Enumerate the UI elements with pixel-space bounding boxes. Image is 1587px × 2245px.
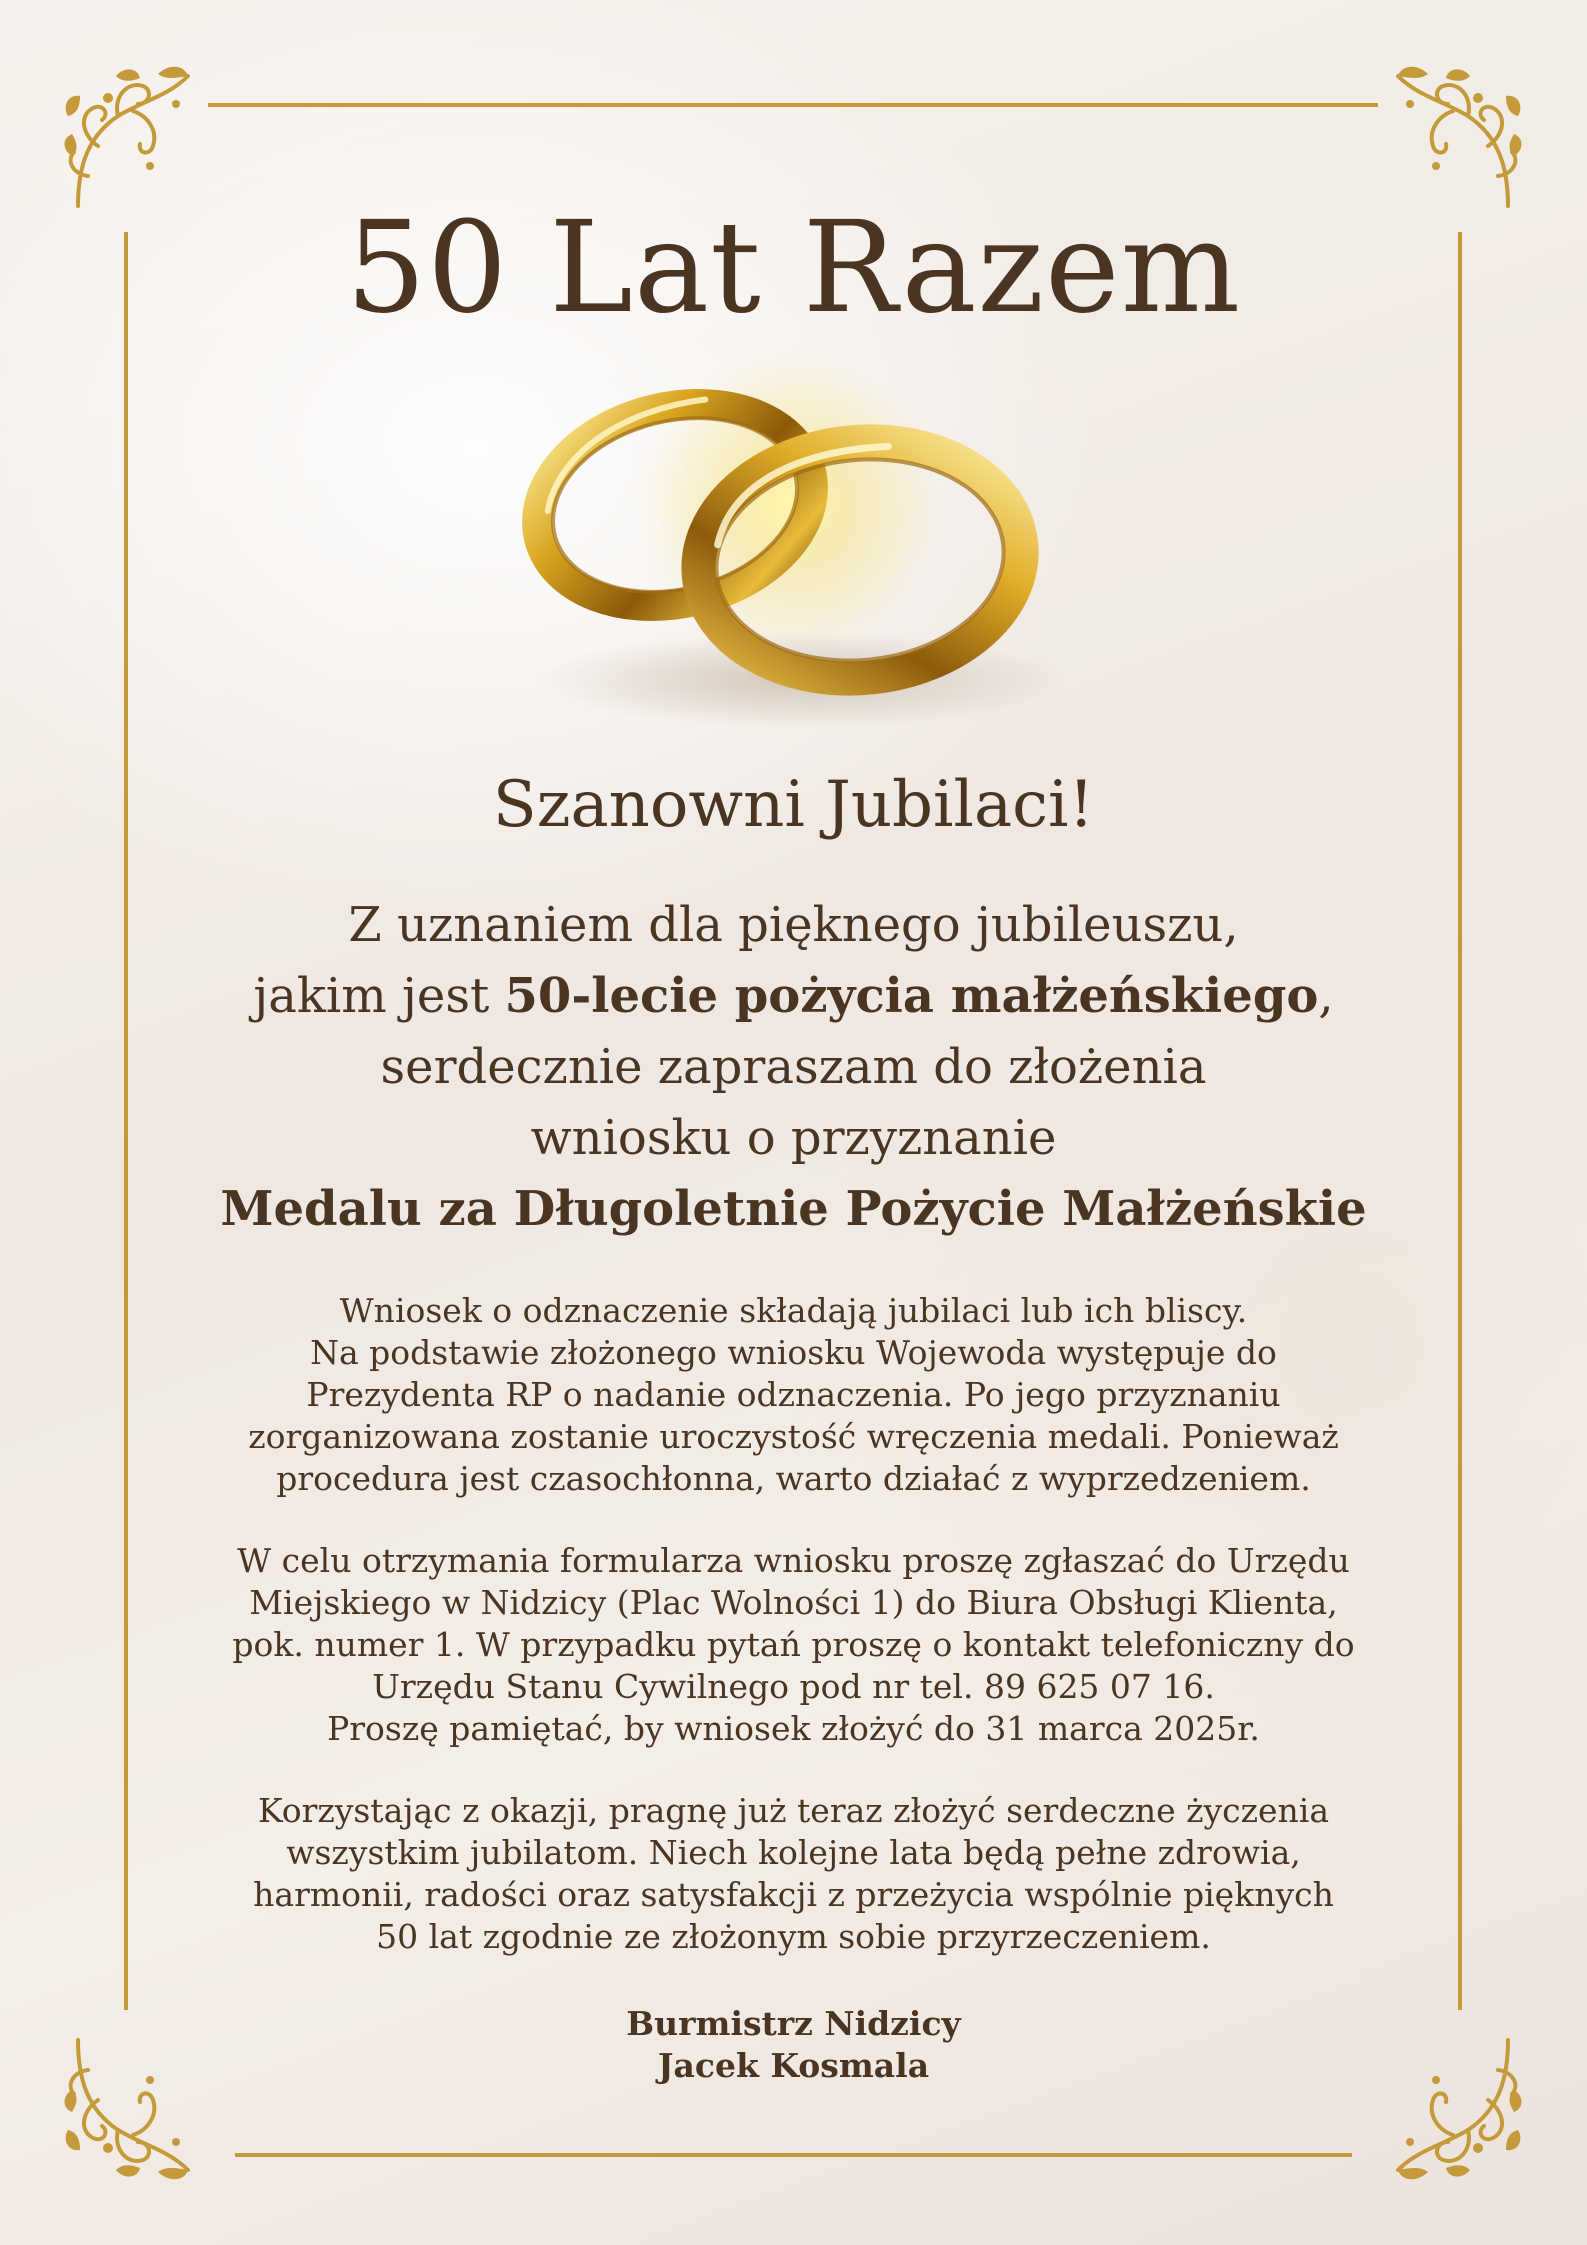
signature-role: Burmistrz Nidzicy	[626, 2004, 961, 2043]
paragraph-line: zorganizowana zostanie uroczystość wręczenia medali. Ponieważ	[248, 1417, 1339, 1456]
paragraph-line: Urzędu Stanu Cywilnego pod nr tel. 89 625 07 16.	[372, 1667, 1215, 1706]
paragraph-line: Proszę pamiętać, by wniosek złożyć do 31 marca 2025r.	[327, 1709, 1260, 1748]
ornament-corner-icon	[58, 56, 198, 216]
lead-line	[0, 961, 1587, 1032]
invitation-lead	[0, 890, 1587, 1245]
paragraph-line: Na podstawie złożonego wniosku Wojewoda występuje do	[310, 1333, 1277, 1372]
paragraph-line: Miejskiego w Nidzicy (Plac Wolności 1) do Biura Obsługi Klienta,	[249, 1583, 1338, 1622]
lead-text: ,	[1318, 968, 1334, 1024]
paragraph-line: Wniosek o odznaczenie składają jubilaci lub ich bliscy.	[339, 1291, 1248, 1330]
medal-name: Medalu za Długoletnie Pożycie Małżeńskie	[220, 1181, 1367, 1237]
paragraph-line: procedura jest czasochłonna, warto działać z wyprzedzeniem.	[276, 1459, 1311, 1498]
paragraph-line: W celu otrzymania formularza wniosku proszę zgłaszać do Urzędu	[237, 1541, 1350, 1580]
ornament-corner-icon	[1388, 56, 1528, 216]
paragraph-line: pok. numer 1. W przypadku pytań proszę o kontakt telefoniczny do	[232, 1625, 1355, 1664]
signature-block	[0, 2003, 1587, 2087]
paragraph-line: wszystkim jubilatom. Niech kolejne lata będą pełne zdrowia,	[286, 1833, 1301, 1872]
page-title: 50 Lat Razem	[345, 194, 1242, 341]
signature-name: Jacek Kosmala	[657, 2046, 930, 2085]
greeting-heading: Szanowni Jubilaci!	[492, 768, 1095, 842]
wedding-rings-icon	[480, 330, 1100, 750]
paragraph-line: Prezydenta RP o nadanie odznaczenia. Po jego przyznaniu	[306, 1375, 1281, 1414]
lead-text: jakim jest	[253, 968, 505, 1024]
frame-bottom-line	[235, 2153, 1352, 2157]
wishes-paragraph	[180, 1790, 1407, 1958]
paragraph-line: Korzystając z okazji, pragnę już teraz złożyć serdeczne życzenia	[257, 1791, 1330, 1830]
lead-line: wniosku o przyznanie	[530, 1110, 1057, 1166]
frame-top-line	[208, 103, 1378, 107]
lead-line: serdecznie zapraszam do złożenia	[380, 1039, 1207, 1095]
info-paragraph	[180, 1290, 1407, 1500]
paragraph-line: harmonii, radości oraz satysfakcji z przeżycia wspólnie pięknych	[253, 1875, 1334, 1914]
lead-line: Z uznaniem dla pięknego jubileuszu,	[348, 897, 1239, 953]
paragraph-line: 50 lat zgodnie ze złożonym sobie przyrzeczeniem.	[376, 1917, 1211, 1956]
contact-paragraph	[180, 1540, 1407, 1750]
jubilee-emphasis: 50-lecie pożycia małżeńskiego	[504, 968, 1319, 1024]
